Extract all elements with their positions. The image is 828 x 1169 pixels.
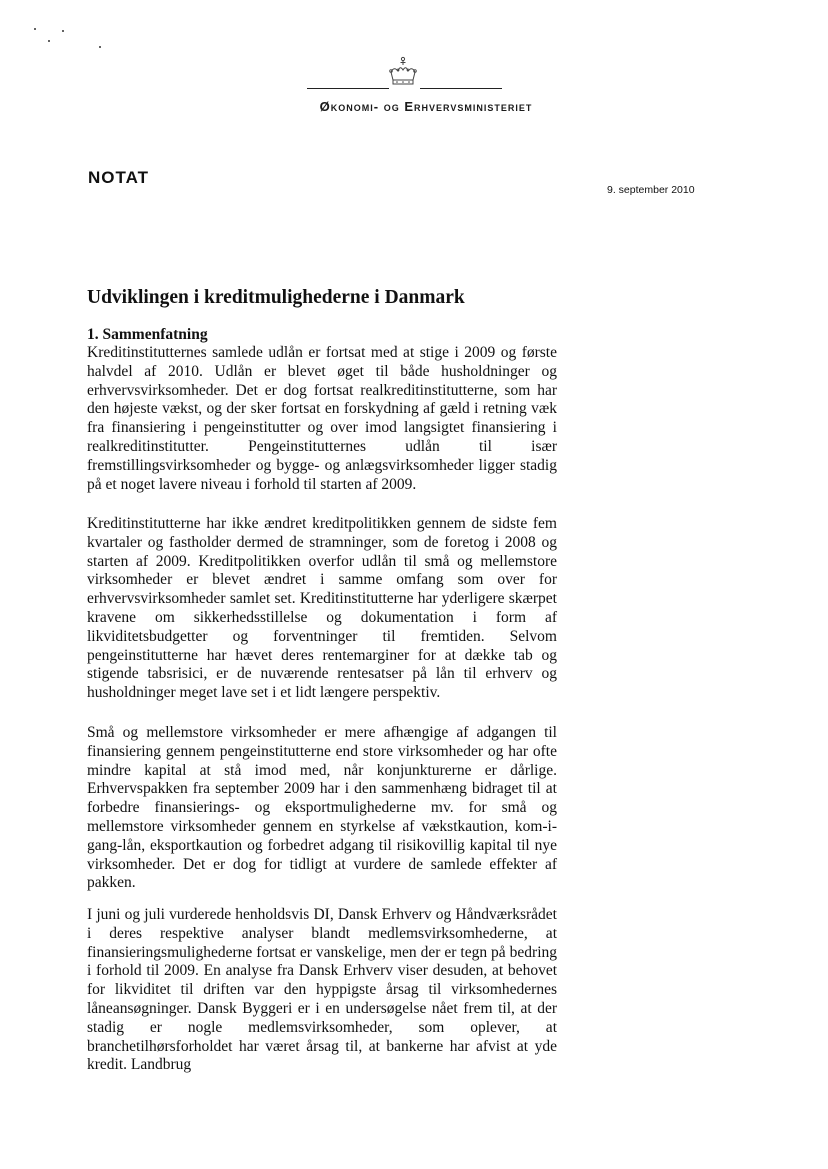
crown-icon	[385, 56, 421, 90]
body-paragraph: I juni og juli vurderede henholdsvis DI, Dansk Erhverv og Håndværksrådet i deres respektive analyser blandt medlemsvirksomhederne, at finansieringsmulighederne fortsat er vanskelige, men der er tegn på bedring i forhold til 2009. En analyse fra Dansk Erhverv viser desuden, at behovet for likviditet til driften var den hyppigste årsag til virksomhedernes låneansøgninger. Dansk Byggeri er i en undersøgelse nået frem til, at der stadig er nogle medlemsvirksomheder, som oplever, at branchetilhørsforholdet har været årsag til, at bankerne har afvist at yde kredit. Landbrug	[87, 906, 557, 1074]
scan-speck	[99, 46, 101, 48]
section-heading: 1. Sammenfatning	[87, 326, 208, 343]
body-paragraph: Kreditinstitutternes samlede udlån er fortsat med at stige i 2009 og første halvdel af 2010. Udlån er blevet øget til både husholdninger og erhvervsvirksomheder. Det er dog fortsat realkreditinstitutterne, som har den højeste vækst, og der sker fortsat en forskydning af gæld i retning væk fra finansiering i pengeinstitutter og over imod langsigtet finansiering i realkreditinstitutter. Pengeinstitutternes udlån til især fremstillingsvirksomheder og bygge- og anlægsvirksomheder ligger stadig på et noget lavere niveau i forhold til starten af 2009.	[87, 344, 557, 493]
scan-speck	[62, 30, 64, 32]
document-title: Udviklingen i kreditmulighederne i Danmark	[87, 287, 465, 308]
scan-speck	[48, 40, 50, 42]
ministry-name: Økonomi- og Erhvervsministeriet	[319, 99, 533, 114]
letterhead-rule-right	[420, 88, 502, 89]
body-paragraph: Kreditinstitutterne har ikke ændret kreditpolitikken gennem de sidste fem kvartaler og fastholder dermed de stramninger, som de foretog i 2008 og starten af 2009. Kreditpolitikken overfor udlån til små og mellemstore virksomheder er blevet ændret i samme omfang som over for erhvervsvirksomheder samlet set. Kreditinstitutterne har yderligere skærpet kravene om sikkerhedsstillelse og dokumentation i form af likviditetsbudgetter og forventninger til fremtiden. Selvom pengeinstitutterne har hævet deres rentemarginer for at dække tab og stigende tabsrisici, er de nuværende rentesatser på lån til erhverv og husholdninger meget lave set i et lidt længere perspektiv.	[87, 515, 557, 702]
document-type-label: NOTAT	[88, 168, 150, 187]
scan-speck	[34, 28, 36, 30]
document-date: 9. september 2010	[607, 184, 695, 196]
letterhead-rule-left	[307, 88, 389, 89]
body-paragraph: Små og mellemstore virksomheder er mere afhængige af adgangen til finansiering gennem pengeinstitutterne end store virksomheder og har ofte mindre kapital at stå imod med, når konjunkturerne er dårlige. Erhvervspakken fra september 2009 har i den sammenhæng bidraget til at forbedre finansierings- og eksportmulighederne mv. for små og mellemstore virksomheder gennem en styrkelse af vækstkaution, kom-i-gang-lån, eksportkaution og forbedret adgang til risikovillig kapital til nye virksomheder. Det er dog for tidligt at vurdere de samlede effekter af pakken.	[87, 724, 557, 892]
